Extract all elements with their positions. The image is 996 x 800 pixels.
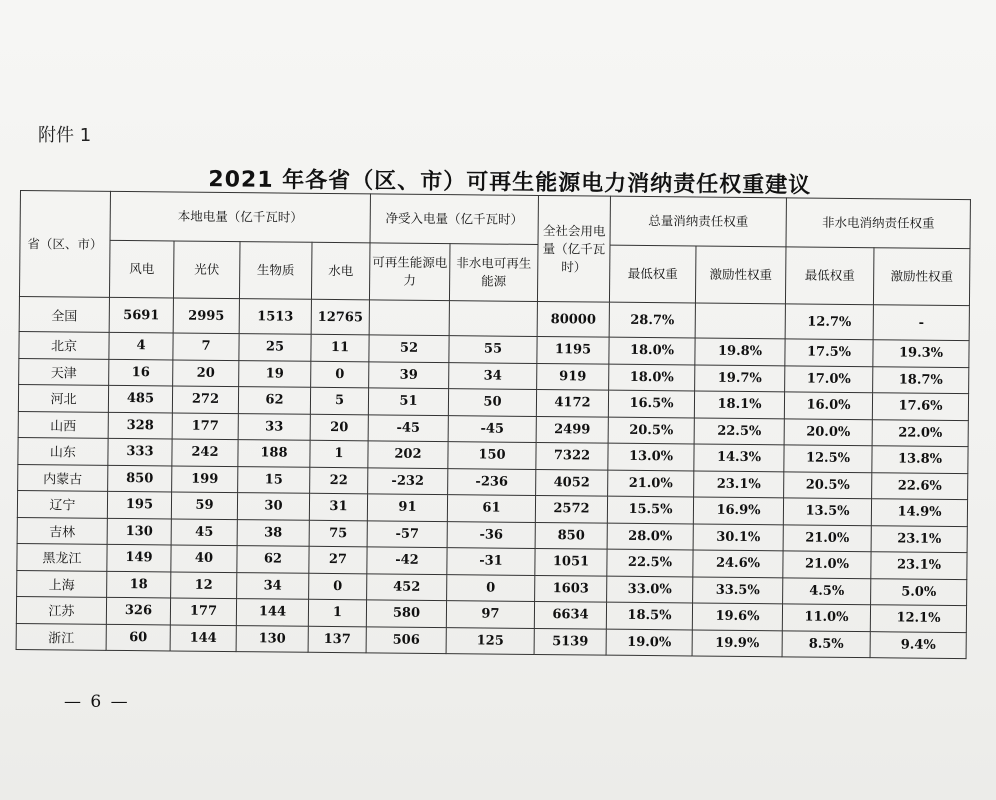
cell-net-nh: -236	[448, 468, 536, 495]
header-inc-total: 激励性权重	[695, 246, 786, 304]
cell-hydro: 27	[309, 546, 367, 573]
cell-inc-nh: 23.1%	[871, 552, 967, 579]
cell-inc-total: 19.6%	[692, 603, 782, 630]
cell-wind: 850	[108, 465, 172, 492]
cell-min-total: 22.5%	[607, 549, 693, 576]
cell-solar: 272	[172, 386, 238, 413]
cell-net-nh: -31	[447, 548, 535, 575]
table-body	[16, 296, 969, 658]
cell-min-total: 33.0%	[607, 576, 693, 603]
attachment-label: 附件 1	[38, 125, 92, 146]
header-solar: 光伏	[173, 241, 240, 299]
cell-min-total: 13.0%	[608, 443, 694, 470]
cell-net-nh: 61	[447, 495, 535, 522]
cell-wind: 16	[109, 359, 173, 386]
cell-net-re: 580	[366, 600, 446, 627]
cell-total: 80000	[537, 301, 609, 337]
header-province: 省（区、市）	[19, 191, 110, 298]
cell-min-total: 18.5%	[606, 602, 692, 629]
cell-min-total: 18.0%	[609, 364, 695, 391]
cell-solar: 144	[170, 624, 236, 651]
cell-solar: 2995	[173, 298, 239, 334]
cell-name: 江苏	[16, 596, 106, 623]
cell-total: 7322	[536, 442, 608, 469]
cell-total: 919	[537, 363, 609, 390]
cell-min-total: 15.5%	[607, 496, 693, 523]
cell-name: 山东	[18, 437, 108, 464]
cell-name: 内蒙古	[18, 464, 108, 491]
cell-hydro: 75	[309, 520, 367, 547]
cell-net-re: 52	[369, 335, 449, 362]
cell-inc-nh: 14.9%	[871, 499, 967, 526]
cell-net-nh: -36	[447, 521, 535, 548]
cell-min-total: 28.0%	[607, 523, 693, 550]
cell-solar: 177	[170, 598, 236, 625]
cell-net-nh: 55	[449, 336, 537, 363]
header-biomass: 生物质	[239, 242, 312, 300]
cell-name: 辽宁	[17, 490, 107, 517]
document-title: 2021 年各省（区、市）可再生能源电力消纳责任权重建议	[208, 167, 812, 199]
cell-inc-total	[695, 303, 785, 339]
header-nonhydro-weight: 非水电消纳责任权重	[786, 198, 970, 249]
cell-biomass: 144	[236, 599, 308, 626]
cell-hydro: 0	[309, 573, 367, 600]
cell-min-nh: 8.5%	[782, 630, 870, 657]
cell-biomass: 62	[237, 546, 309, 573]
cell-hydro: 12765	[311, 299, 369, 335]
cell-min-nh: 11.0%	[782, 604, 870, 631]
cell-net-nh: 150	[448, 442, 536, 469]
cell-solar: 199	[172, 465, 238, 492]
cell-net-re: 51	[368, 388, 448, 415]
cell-inc-nh: 5.0%	[871, 578, 967, 605]
cell-wind: 195	[107, 491, 171, 518]
cell-inc-nh: 22.6%	[872, 472, 968, 499]
cell-inc-nh: 22.0%	[872, 419, 968, 446]
cell-total: 1603	[535, 575, 607, 602]
cell-inc-total: 19.9%	[692, 629, 782, 656]
cell-total: 4052	[536, 469, 608, 496]
table-container	[16, 190, 971, 659]
cell-total: 850	[535, 522, 607, 549]
cell-total: 2572	[535, 495, 607, 522]
header-total-consumption: 全社会用电量（亿千瓦时）	[537, 195, 610, 302]
header-wind: 风电	[109, 240, 174, 298]
cell-min-total: 18.0%	[609, 337, 695, 364]
cell-net-nh: -45	[448, 415, 536, 442]
cell-net-re: 506	[366, 626, 446, 653]
cell-solar: 20	[173, 359, 239, 386]
cell-biomass: 25	[239, 334, 311, 361]
cell-biomass: 188	[238, 440, 310, 467]
cell-wind: 130	[107, 518, 171, 545]
cell-inc-total: 18.1%	[694, 391, 784, 418]
cell-wind: 149	[107, 544, 171, 571]
cell-net-re: -45	[368, 414, 448, 441]
header-hydro: 水电	[311, 242, 370, 300]
cell-min-nh: 17.0%	[785, 365, 873, 392]
cell-total: 2499	[536, 416, 608, 443]
header-total-weight: 总量消纳责任权重	[610, 196, 786, 247]
cell-inc-total: 23.1%	[694, 470, 784, 497]
header-local-power: 本地电量（亿千瓦时）	[110, 191, 370, 242]
cell-solar: 40	[171, 545, 237, 572]
cell-total: 1051	[535, 548, 607, 575]
header-min-nonhydro: 最低权重	[785, 247, 874, 305]
cell-solar: 59	[171, 492, 237, 519]
cell-net-nh: 125	[446, 627, 534, 654]
cell-net-re: 452	[367, 573, 447, 600]
cell-net-re: 91	[367, 494, 447, 521]
cell-name: 天津	[19, 358, 109, 385]
cell-min-nh: 12.7%	[785, 304, 873, 340]
cell-inc-nh: 18.7%	[873, 366, 969, 393]
cell-hydro: 20	[310, 414, 368, 441]
cell-hydro: 1	[310, 440, 368, 467]
cell-hydro: 137	[308, 626, 366, 653]
cell-name: 山西	[18, 411, 108, 438]
cell-net-nh: 50	[448, 389, 536, 416]
cell-min-nh: 17.5%	[785, 339, 873, 366]
cell-total: 1195	[537, 336, 609, 363]
header-net-renewable: 可再生能源电力	[369, 243, 450, 301]
cell-biomass: 19	[239, 360, 311, 387]
cell-wind: 485	[108, 385, 172, 412]
cell-biomass: 130	[236, 625, 308, 652]
cell-total: 6634	[534, 601, 606, 628]
cell-min-nh: 12.5%	[784, 445, 872, 472]
cell-min-nh: 20.0%	[784, 418, 872, 445]
cell-inc-total: 24.6%	[693, 550, 783, 577]
cell-name: 北京	[19, 331, 109, 358]
cell-inc-total: 33.5%	[693, 576, 783, 603]
cell-min-total: 20.5%	[608, 417, 694, 444]
cell-solar: 177	[172, 412, 238, 439]
cell-wind: 60	[106, 624, 170, 651]
cell-name: 上海	[17, 570, 107, 597]
cell-solar: 242	[172, 439, 238, 466]
cell-wind: 326	[106, 597, 170, 624]
cell-inc-nh: 9.4%	[870, 631, 966, 658]
cell-biomass: 33	[238, 413, 310, 440]
cell-net-nh: 34	[449, 362, 537, 389]
weights-table	[16, 190, 971, 659]
cell-net-re: 202	[368, 441, 448, 468]
cell-min-nh: 13.5%	[783, 498, 871, 525]
cell-wind: 4	[109, 332, 173, 359]
cell-min-nh: 4.5%	[783, 577, 871, 604]
cell-solar: 7	[173, 333, 239, 360]
cell-inc-nh: 12.1%	[870, 605, 966, 632]
cell-name: 浙江	[16, 623, 106, 650]
cell-total: 5139	[534, 628, 606, 655]
cell-wind: 328	[108, 412, 172, 439]
cell-biomass: 15	[238, 466, 310, 493]
cell-wind: 5691	[109, 297, 173, 333]
cell-min-nh: 21.0%	[783, 524, 871, 551]
header-net-import: 净受入电量（亿千瓦时）	[370, 194, 538, 245]
cell-inc-nh: 17.6%	[872, 393, 968, 420]
cell-hydro: 31	[309, 493, 367, 520]
cell-net-re: 39	[369, 361, 449, 388]
cell-inc-total: 30.1%	[693, 523, 783, 550]
cell-inc-total: 19.8%	[695, 338, 785, 365]
cell-hydro: 5	[310, 387, 368, 414]
cell-inc-nh: 23.1%	[871, 525, 967, 552]
cell-solar: 12	[171, 571, 237, 598]
cell-name: 河北	[18, 384, 108, 411]
cell-inc-nh: -	[873, 305, 969, 341]
cell-inc-total: 16.9%	[693, 497, 783, 524]
cell-net-re: -57	[367, 520, 447, 547]
cell-hydro: 1	[308, 599, 366, 626]
cell-biomass: 38	[237, 519, 309, 546]
cell-net-re: -232	[368, 467, 448, 494]
cell-inc-total: 14.3%	[694, 444, 784, 471]
header-inc-nonhydro: 激励性权重	[873, 248, 970, 306]
cell-inc-nh: 13.8%	[872, 446, 968, 473]
cell-hydro: 22	[310, 467, 368, 494]
cell-net-re: -42	[367, 547, 447, 574]
cell-name: 黑龙江	[17, 543, 107, 570]
cell-total: 4172	[536, 389, 608, 416]
cell-inc-total: 22.5%	[694, 417, 784, 444]
cell-wind: 18	[107, 571, 171, 598]
cell-name: 全国	[19, 296, 109, 332]
cell-net-nh	[449, 301, 537, 337]
cell-min-total: 21.0%	[608, 470, 694, 497]
cell-min-nh: 21.0%	[783, 551, 871, 578]
cell-min-nh: 20.5%	[784, 471, 872, 498]
cell-solar: 45	[171, 518, 237, 545]
cell-net-nh: 0	[447, 574, 535, 601]
cell-inc-nh: 19.3%	[873, 340, 969, 367]
cell-biomass: 62	[238, 387, 310, 414]
cell-hydro: 11	[311, 334, 369, 361]
cell-wind: 333	[108, 438, 172, 465]
cell-inc-total: 19.7%	[695, 364, 785, 391]
page-number: — 6 —	[64, 692, 130, 712]
cell-biomass: 1513	[239, 299, 311, 335]
header-min-total: 最低权重	[609, 245, 696, 303]
cell-biomass: 34	[237, 572, 309, 599]
cell-min-total: 28.7%	[609, 302, 695, 338]
header-net-nonhydro: 非水电可再生能源	[449, 244, 538, 302]
cell-name: 吉林	[17, 517, 107, 544]
cell-biomass: 30	[237, 493, 309, 520]
cell-min-total: 19.0%	[606, 629, 692, 656]
cell-min-nh: 16.0%	[784, 392, 872, 419]
cell-hydro: 0	[311, 361, 369, 388]
cell-net-nh: 97	[446, 601, 534, 628]
cell-net-re	[369, 300, 449, 336]
cell-min-total: 16.5%	[608, 390, 694, 417]
